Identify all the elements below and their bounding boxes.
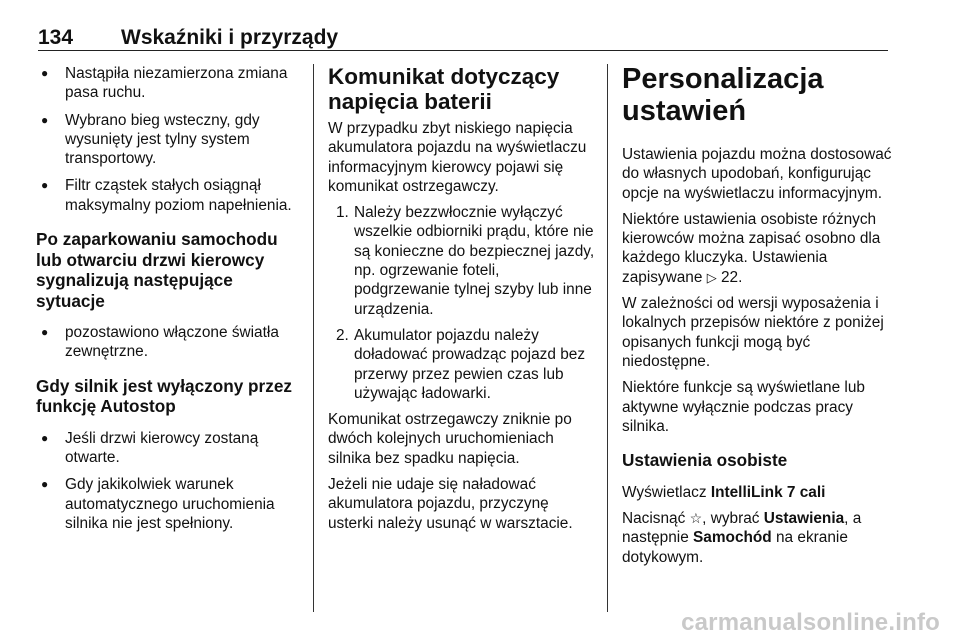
menu-item-samochod: Samochód: [693, 529, 772, 547]
list-item: ● Wybrano bieg wsteczny, gdy wysunięty jest tylny system transportowy.: [36, 111, 302, 169]
page-number: 134: [38, 26, 74, 49]
list-item: ● Gdy jakikolwiek warunek automatycznego uruchomienia silnika nie jest spełniony.: [36, 475, 302, 533]
instruction-text: na ekranie dotykowym.: [622, 529, 848, 566]
warning-list: [36, 64, 302, 215]
list-item: ● Jeśli drzwi kierowcy zostaną otwarte.: [36, 429, 302, 468]
page-reference[interactable]: 22.: [720, 268, 743, 286]
paragraph: W zależności od wersji wyposażenia i lokalnych przepisów niektóre z poniżej opisanych funkcji mogą być niedostępne.: [622, 295, 884, 370]
page-title: Wskaźniki i przyrządy: [121, 26, 339, 49]
column-2: [328, 64, 596, 540]
list-item: [328, 203, 596, 319]
menu-item-ustawienia: Ustawienia: [763, 509, 845, 527]
instruction-text: , a następnie: [622, 509, 862, 547]
paragraph: Ustawienia pojazdu można dostosować do własnych upodobań, konfigurując opcje na wyświetlaczu informacyjnym.: [622, 146, 892, 202]
step-text: Należy bezzwłocznie wyłączyć wszelkie odbiorniki prądu, które nie są konieczne do bezpiecznej jazdy, np. ogrzewanie foteli, podgrzewanie tylnej szyby lub inne urządzenia.: [354, 204, 595, 318]
autostop-list: [36, 429, 302, 533]
watermark: carmanualsonline.info: [681, 609, 940, 636]
display-prefix: Wyświetlacz: [622, 483, 707, 501]
section-heading-personalization: Personalizacja ustawień: [622, 63, 824, 127]
paragraph-text: Niektóre ustawienia osobiste różnych kierowców można zapisać osobno dla każdego kluczyka. Ustawienia zapisywane: [622, 210, 881, 286]
instruction-text: Nacisnąć: [622, 509, 686, 527]
section-heading-autostop: Gdy silnik jest wyłączony przez funkcję Autostop: [36, 375, 292, 417]
list-item: ● Nastąpiła niezamierzona zmiana pasa ruchu.: [36, 64, 302, 103]
paragraph: [622, 210, 898, 287]
paragraph: Niektóre funkcje są wyświetlane lub aktywne wyłącznie podczas pracy silnika.: [622, 379, 865, 435]
step-number: 1.: [336, 204, 349, 222]
paragraph: Jeżeli nie udaje się naładować akumulatora pojazdu, przyczynę usterki należy usunąć w warsztacie.: [328, 476, 573, 532]
parking-list: [36, 323, 302, 362]
column-3: [622, 64, 898, 574]
paragraph: W przypadku zbyt niskiego napięcia akumulatora pojazdu na wyświetlaczu informacyjnym kierowcy pojawi się komunikat ostrzegawczy.: [328, 120, 587, 195]
section-heading-personal-settings: Ustawienia osobiste: [622, 450, 788, 471]
page-header: [38, 10, 888, 51]
instruction-text: , wybrać: [702, 509, 760, 527]
home-star-icon: ☆: [689, 509, 703, 526]
section-heading-battery: Komunikat dotyczący napięcia baterii: [328, 64, 560, 114]
column-1: [36, 64, 302, 541]
list-item: ● Filtr cząstek stałych osiągnął maksymalny poziom napełnienia.: [36, 176, 302, 215]
paragraph: [622, 509, 898, 567]
column-divider: [313, 64, 314, 612]
column-divider: [607, 64, 608, 612]
step-text: Akumulator pojazdu należy doładować prowadząc pojazd bez przerwy przez pewien czas lub używając ładowarki.: [354, 326, 586, 402]
paragraph: [622, 483, 898, 502]
display-name: IntelliLink 7 cali: [710, 483, 826, 501]
paragraph: Komunikat ostrzegawczy zniknie po dwóch kolejnych uruchomieniach silnika bez spadku napięcia.: [328, 411, 572, 467]
page-reference-arrow-icon: ▷: [706, 269, 717, 285]
step-number: 2.: [336, 326, 349, 344]
list-item: ● pozostawiono włączone światła zewnętrzne.: [36, 323, 302, 362]
steps-list: [328, 203, 596, 403]
list-item: [328, 326, 596, 403]
section-heading-parking: Po zaparkowaniu samochodu lub otwarciu drzwi kierowcy sygnalizują następujące sytuacje: [36, 229, 278, 311]
